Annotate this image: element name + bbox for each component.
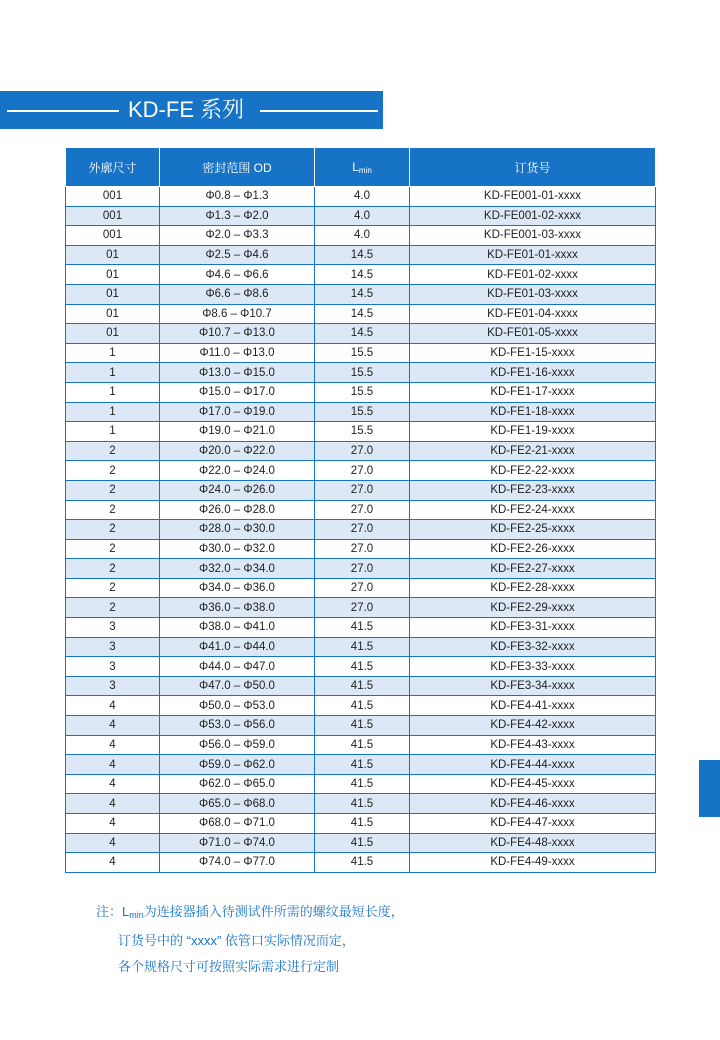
table-row bbox=[66, 814, 656, 834]
table-row bbox=[66, 539, 656, 559]
cell-outer-size: 2 bbox=[66, 480, 160, 500]
cell-order-number: KD-FE1-15-xxxx bbox=[410, 343, 656, 363]
cell-lmin: 41.5 bbox=[315, 735, 410, 755]
cell-order-number: KD-FE3-31-xxxx bbox=[410, 618, 656, 638]
cell-seal-range: Φ38.0 – Φ41.0 bbox=[160, 618, 315, 638]
cell-lmin: 15.5 bbox=[315, 402, 410, 422]
table-row bbox=[66, 500, 656, 520]
cell-outer-size: 4 bbox=[66, 833, 160, 853]
cell-order-number: KD-FE001-01-xxxx bbox=[410, 187, 656, 207]
cell-outer-size: 01 bbox=[66, 284, 160, 304]
cell-seal-range: Φ56.0 – Φ59.0 bbox=[160, 735, 315, 755]
table-row bbox=[66, 833, 656, 853]
cell-order-number: KD-FE3-33-xxxx bbox=[410, 657, 656, 677]
note-line-3: 各个规格尺寸可按照实际需求进行定制 bbox=[118, 959, 340, 974]
cell-lmin: 41.5 bbox=[315, 618, 410, 638]
cell-seal-range: Φ62.0 – Φ65.0 bbox=[160, 774, 315, 794]
cell-order-number: KD-FE2-29-xxxx bbox=[410, 598, 656, 618]
title-right-rule bbox=[260, 110, 378, 112]
cell-seal-range: Φ50.0 – Φ53.0 bbox=[160, 696, 315, 716]
table-row bbox=[66, 284, 656, 304]
cell-outer-size: 3 bbox=[66, 657, 160, 677]
cell-order-number: KD-FE1-17-xxxx bbox=[410, 382, 656, 402]
cell-lmin: 27.0 bbox=[315, 578, 410, 598]
cell-seal-range: Φ8.6 – Φ10.7 bbox=[160, 304, 315, 324]
cell-outer-size: 4 bbox=[66, 696, 160, 716]
cell-lmin: 15.5 bbox=[315, 363, 410, 383]
cell-outer-size: 01 bbox=[66, 245, 160, 265]
cell-order-number: KD-FE001-02-xxxx bbox=[410, 206, 656, 226]
table-row bbox=[66, 520, 656, 540]
cell-outer-size: 1 bbox=[66, 382, 160, 402]
cell-outer-size: 2 bbox=[66, 598, 160, 618]
cell-lmin: 14.5 bbox=[315, 265, 410, 285]
spec-table bbox=[65, 147, 656, 873]
cell-lmin: 4.0 bbox=[315, 187, 410, 207]
cell-seal-range: Φ74.0 – Φ77.0 bbox=[160, 853, 315, 873]
cell-order-number: KD-FE4-44-xxxx bbox=[410, 755, 656, 775]
note-line-2: 订货号中的 “xxxx” 依管口实际情况而定， bbox=[118, 933, 355, 948]
cell-order-number: KD-FE01-01-xxxx bbox=[410, 245, 656, 265]
cell-lmin: 27.0 bbox=[315, 461, 410, 481]
table-row bbox=[66, 755, 656, 775]
cell-order-number: KD-FE01-03-xxxx bbox=[410, 284, 656, 304]
cell-outer-size: 2 bbox=[66, 441, 160, 461]
cell-seal-range: Φ2.5 – Φ4.6 bbox=[160, 245, 315, 265]
cell-seal-range: Φ19.0 – Φ21.0 bbox=[160, 422, 315, 442]
cell-outer-size: 1 bbox=[66, 363, 160, 383]
cell-lmin: 14.5 bbox=[315, 245, 410, 265]
cell-lmin: 41.5 bbox=[315, 676, 410, 696]
table-row bbox=[66, 422, 656, 442]
cell-lmin: 41.5 bbox=[315, 716, 410, 736]
table-header-row bbox=[66, 148, 656, 187]
cell-order-number: KD-FE4-45-xxxx bbox=[410, 774, 656, 794]
cell-lmin: 15.5 bbox=[315, 382, 410, 402]
section-title-bar bbox=[0, 91, 383, 129]
table-row bbox=[66, 402, 656, 422]
cell-seal-range: Φ13.0 – Φ15.0 bbox=[160, 363, 315, 383]
table-row bbox=[66, 735, 656, 755]
cell-outer-size: 3 bbox=[66, 618, 160, 638]
cell-outer-size: 3 bbox=[66, 637, 160, 657]
table-row bbox=[66, 559, 656, 579]
cell-outer-size: 4 bbox=[66, 814, 160, 834]
cell-seal-range: Φ28.0 – Φ30.0 bbox=[160, 520, 315, 540]
cell-seal-range: Φ59.0 – Φ62.0 bbox=[160, 755, 315, 775]
cell-outer-size: 2 bbox=[66, 461, 160, 481]
table-row bbox=[66, 696, 656, 716]
cell-outer-size: 4 bbox=[66, 735, 160, 755]
cell-seal-range: Φ26.0 – Φ28.0 bbox=[160, 500, 315, 520]
cell-outer-size: 4 bbox=[66, 774, 160, 794]
cell-outer-size: 1 bbox=[66, 402, 160, 422]
cell-lmin: 27.0 bbox=[315, 480, 410, 500]
cell-order-number: KD-FE4-43-xxxx bbox=[410, 735, 656, 755]
cell-outer-size: 001 bbox=[66, 226, 160, 246]
table-row bbox=[66, 676, 656, 696]
cell-seal-range: Φ30.0 – Φ32.0 bbox=[160, 539, 315, 559]
table-row bbox=[66, 637, 656, 657]
cell-seal-range: Φ71.0 – Φ74.0 bbox=[160, 833, 315, 853]
table-row bbox=[66, 382, 656, 402]
cell-lmin: 27.0 bbox=[315, 559, 410, 579]
cell-seal-range: Φ6.6 – Φ8.6 bbox=[160, 284, 315, 304]
cell-outer-size: 4 bbox=[66, 716, 160, 736]
cell-outer-size: 3 bbox=[66, 676, 160, 696]
cell-lmin: 41.5 bbox=[315, 833, 410, 853]
table-row bbox=[66, 226, 656, 246]
title-left-rule bbox=[7, 110, 119, 112]
cell-seal-range: Φ17.0 – Φ19.0 bbox=[160, 402, 315, 422]
header-lmin: $L_{min}$ bbox=[315, 148, 410, 187]
cell-outer-size: 001 bbox=[66, 206, 160, 226]
cell-seal-range: Φ36.0 – Φ38.0 bbox=[160, 598, 315, 618]
cell-order-number: KD-FE01-05-xxxx bbox=[410, 324, 656, 344]
cell-seal-range: Φ2.0 – Φ3.3 bbox=[160, 226, 315, 246]
cell-outer-size: 2 bbox=[66, 539, 160, 559]
cell-lmin: 27.0 bbox=[315, 500, 410, 520]
table-row bbox=[66, 461, 656, 481]
cell-seal-range: Φ20.0 – Φ22.0 bbox=[160, 441, 315, 461]
table-row bbox=[66, 441, 656, 461]
cell-seal-range: Φ1.3 – Φ2.0 bbox=[160, 206, 315, 226]
cell-order-number: KD-FE4-46-xxxx bbox=[410, 794, 656, 814]
header-seal-range: 密封范围 OD bbox=[160, 148, 315, 187]
cell-lmin: 15.5 bbox=[315, 422, 410, 442]
cell-outer-size: 2 bbox=[66, 500, 160, 520]
cell-order-number: KD-FE4-42-xxxx bbox=[410, 716, 656, 736]
cell-seal-range: Φ65.0 – Φ68.0 bbox=[160, 794, 315, 814]
cell-seal-range: Φ47.0 – Φ50.0 bbox=[160, 676, 315, 696]
cell-order-number: KD-FE01-02-xxxx bbox=[410, 265, 656, 285]
cell-order-number: KD-FE2-28-xxxx bbox=[410, 578, 656, 598]
cell-seal-range: Φ24.0 – Φ26.0 bbox=[160, 480, 315, 500]
cell-lmin: 41.5 bbox=[315, 853, 410, 873]
table-row bbox=[66, 794, 656, 814]
cell-outer-size: 001 bbox=[66, 187, 160, 207]
table-row bbox=[66, 598, 656, 618]
cell-lmin: 15.5 bbox=[315, 343, 410, 363]
table-row bbox=[66, 265, 656, 285]
cell-outer-size: 2 bbox=[66, 520, 160, 540]
cell-seal-range: Φ32.0 – Φ34.0 bbox=[160, 559, 315, 579]
cell-order-number: KD-FE01-04-xxxx bbox=[410, 304, 656, 324]
table-row bbox=[66, 853, 656, 873]
cell-order-number: KD-FE4-48-xxxx bbox=[410, 833, 656, 853]
cell-order-number: KD-FE001-03-xxxx bbox=[410, 226, 656, 246]
cell-seal-range: Φ41.0 – Φ44.0 bbox=[160, 637, 315, 657]
cell-seal-range: Φ10.7 – Φ13.0 bbox=[160, 324, 315, 344]
cell-lmin: 14.5 bbox=[315, 284, 410, 304]
cell-order-number: KD-FE1-16-xxxx bbox=[410, 363, 656, 383]
cell-lmin: 41.5 bbox=[315, 755, 410, 775]
table-row bbox=[66, 657, 656, 677]
cell-seal-range: Φ15.0 – Φ17.0 bbox=[160, 382, 315, 402]
table-row bbox=[66, 618, 656, 638]
cell-lmin: 27.0 bbox=[315, 441, 410, 461]
cell-lmin: 41.5 bbox=[315, 657, 410, 677]
cell-lmin: 27.0 bbox=[315, 539, 410, 559]
header-outer-size: 外廓尺寸 bbox=[66, 148, 160, 187]
cell-seal-range: Φ44.0 – Φ47.0 bbox=[160, 657, 315, 677]
cell-order-number: KD-FE3-34-xxxx bbox=[410, 676, 656, 696]
cell-lmin: 41.5 bbox=[315, 774, 410, 794]
cell-order-number: KD-FE2-22-xxxx bbox=[410, 461, 656, 481]
cell-outer-size: 01 bbox=[66, 324, 160, 344]
cell-outer-size: 1 bbox=[66, 422, 160, 442]
cell-outer-size: 1 bbox=[66, 343, 160, 363]
cell-order-number: KD-FE2-26-xxxx bbox=[410, 539, 656, 559]
cell-order-number: KD-FE2-24-xxxx bbox=[410, 500, 656, 520]
table-row bbox=[66, 343, 656, 363]
cell-lmin: 14.5 bbox=[315, 304, 410, 324]
table-row bbox=[66, 774, 656, 794]
cell-outer-size: 2 bbox=[66, 559, 160, 579]
cell-outer-size: 2 bbox=[66, 578, 160, 598]
cell-lmin: 41.5 bbox=[315, 794, 410, 814]
cell-seal-range: Φ34.0 – Φ36.0 bbox=[160, 578, 315, 598]
cell-lmin: 4.0 bbox=[315, 206, 410, 226]
cell-outer-size: 01 bbox=[66, 265, 160, 285]
table-row bbox=[66, 716, 656, 736]
cell-seal-range: Φ53.0 – Φ56.0 bbox=[160, 716, 315, 736]
header-order-number: 订货号 bbox=[410, 148, 656, 187]
table-row bbox=[66, 324, 656, 344]
cell-order-number: KD-FE1-19-xxxx bbox=[410, 422, 656, 442]
cell-lmin: 41.5 bbox=[315, 696, 410, 716]
table-body bbox=[66, 187, 656, 873]
cell-order-number: KD-FE2-27-xxxx bbox=[410, 559, 656, 579]
cell-order-number: KD-FE4-41-xxxx bbox=[410, 696, 656, 716]
cell-seal-range: Φ11.0 – Φ13.0 bbox=[160, 343, 315, 363]
cell-lmin: 41.5 bbox=[315, 814, 410, 834]
cell-outer-size: 01 bbox=[66, 304, 160, 324]
notes bbox=[96, 899, 404, 980]
section-title: KD-FE 系列 bbox=[128, 97, 245, 122]
note-line-1: 注：$L_{min}$为连接器插入待测试件所需的螺纹最短长度， bbox=[96, 904, 404, 920]
cell-seal-range: Φ0.8 – Φ1.3 bbox=[160, 187, 315, 207]
cell-lmin: 27.0 bbox=[315, 520, 410, 540]
cell-seal-range: Φ68.0 – Φ71.0 bbox=[160, 814, 315, 834]
table-row bbox=[66, 245, 656, 265]
cell-lmin: 41.5 bbox=[315, 637, 410, 657]
table-row bbox=[66, 187, 656, 207]
cell-outer-size: 4 bbox=[66, 853, 160, 873]
cell-order-number: KD-FE1-18-xxxx bbox=[410, 402, 656, 422]
cell-outer-size: 4 bbox=[66, 755, 160, 775]
cell-lmin: 27.0 bbox=[315, 598, 410, 618]
cell-order-number: KD-FE4-47-xxxx bbox=[410, 814, 656, 834]
table-row bbox=[66, 206, 656, 226]
cell-order-number: KD-FE2-23-xxxx bbox=[410, 480, 656, 500]
cell-seal-range: Φ22.0 – Φ24.0 bbox=[160, 461, 315, 481]
cell-order-number: KD-FE3-32-xxxx bbox=[410, 637, 656, 657]
cell-order-number: KD-FE4-49-xxxx bbox=[410, 853, 656, 873]
cell-order-number: KD-FE2-25-xxxx bbox=[410, 520, 656, 540]
cell-seal-range: Φ4.6 – Φ6.6 bbox=[160, 265, 315, 285]
table-row bbox=[66, 304, 656, 324]
table-row bbox=[66, 578, 656, 598]
table-row bbox=[66, 480, 656, 500]
table-row bbox=[66, 363, 656, 383]
cell-lmin: 4.0 bbox=[315, 226, 410, 246]
cell-outer-size: 4 bbox=[66, 794, 160, 814]
side-tab-marker bbox=[699, 760, 720, 817]
cell-lmin: 14.5 bbox=[315, 324, 410, 344]
cell-order-number: KD-FE2-21-xxxx bbox=[410, 441, 656, 461]
